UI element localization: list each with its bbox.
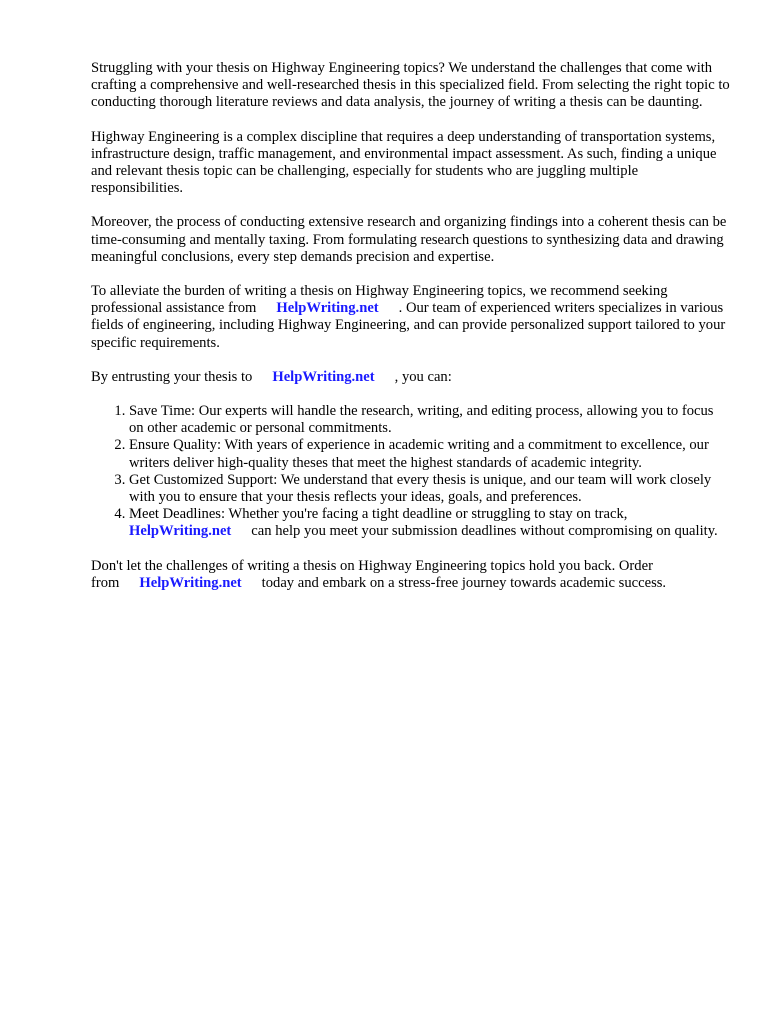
closing-text-after: today and embark on a stress-free journey towards academic success. [261, 574, 667, 591]
discipline-paragraph: Highway Engineering is a complex discipline that requires a deep understanding of transportation systems, infrastructure design, traffic management, and environmental impact assessment. As such, finding a unique and relevant thesis topic can be challenging, especially for students who are juggling multiple responsibilities. [91, 128, 717, 197]
document-page [91, 60, 731, 609]
helpwriting-link[interactable]: HelpWriting.net [272, 368, 375, 385]
entrust-text-after: , you can: [394, 368, 452, 385]
helpwriting-link[interactable]: HelpWriting.net [276, 300, 379, 317]
recommendation-text-before: To alleviate the burden of writing a thesis on Highway Engineering topics, we recommend seeking professional assistance from [91, 283, 668, 317]
helpwriting-link[interactable]: HelpWriting.net [129, 523, 232, 540]
benefits-list [91, 403, 731, 541]
closing-paragraph [91, 558, 731, 592]
benefit-4-text-after: can help you meet your submission deadlines without compromising on quality. [251, 523, 718, 540]
list-item: 1. Save Time: Our experts will handle the research, writing, and editing process, allowing you to focus on other academic or personal commitments. [129, 403, 731, 437]
process-paragraph: Moreover, the process of conducting extensive research and organizing findings into a coherent thesis can be time-consuming and mentally taxing. From formulating research questions to synthesizing data and drawing meaningful conclusions, every step demands precision and expertise. [91, 214, 727, 265]
intro-paragraph: Struggling with your thesis on Highway Engineering topics? We understand the challenges that come with crafting a comprehensive and well-researched thesis in this specialized field. From selecting the right topic to conducting thorough literature reviews and data analysis, the journey of writing a thesis can be daunting. [91, 60, 730, 111]
helpwriting-link[interactable]: HelpWriting.net [139, 574, 242, 591]
entrust-paragraph [91, 369, 731, 386]
list-item: 2. Ensure Quality: With years of experience in academic writing and a commitment to excellence, our writers deliver high-quality theses that meet the highest standards of academic integrity. [129, 437, 731, 471]
recommendation-paragraph [91, 283, 731, 352]
recommendation-text-after: . Our team of experienced writers specializes in various fields of engineering, including Highway Engineering, and can provide personalized support tailored to your specific requirements. [91, 300, 726, 351]
closing-text-before: Don't let the challenges of writing a thesis on Highway Engineering topics hold you back. Order from [91, 557, 653, 591]
entrust-text-before: By entrusting your thesis to [91, 368, 253, 385]
list-item [129, 506, 731, 540]
benefit-4-text: Meet Deadlines: Whether you're facing a tight deadline or struggling to stay on track, [129, 506, 628, 523]
list-item: 3. Get Customized Support: We understand that every thesis is unique, and our team will work closely with you to ensure that your thesis reflects your ideas, goals, and preferences. [129, 472, 731, 506]
